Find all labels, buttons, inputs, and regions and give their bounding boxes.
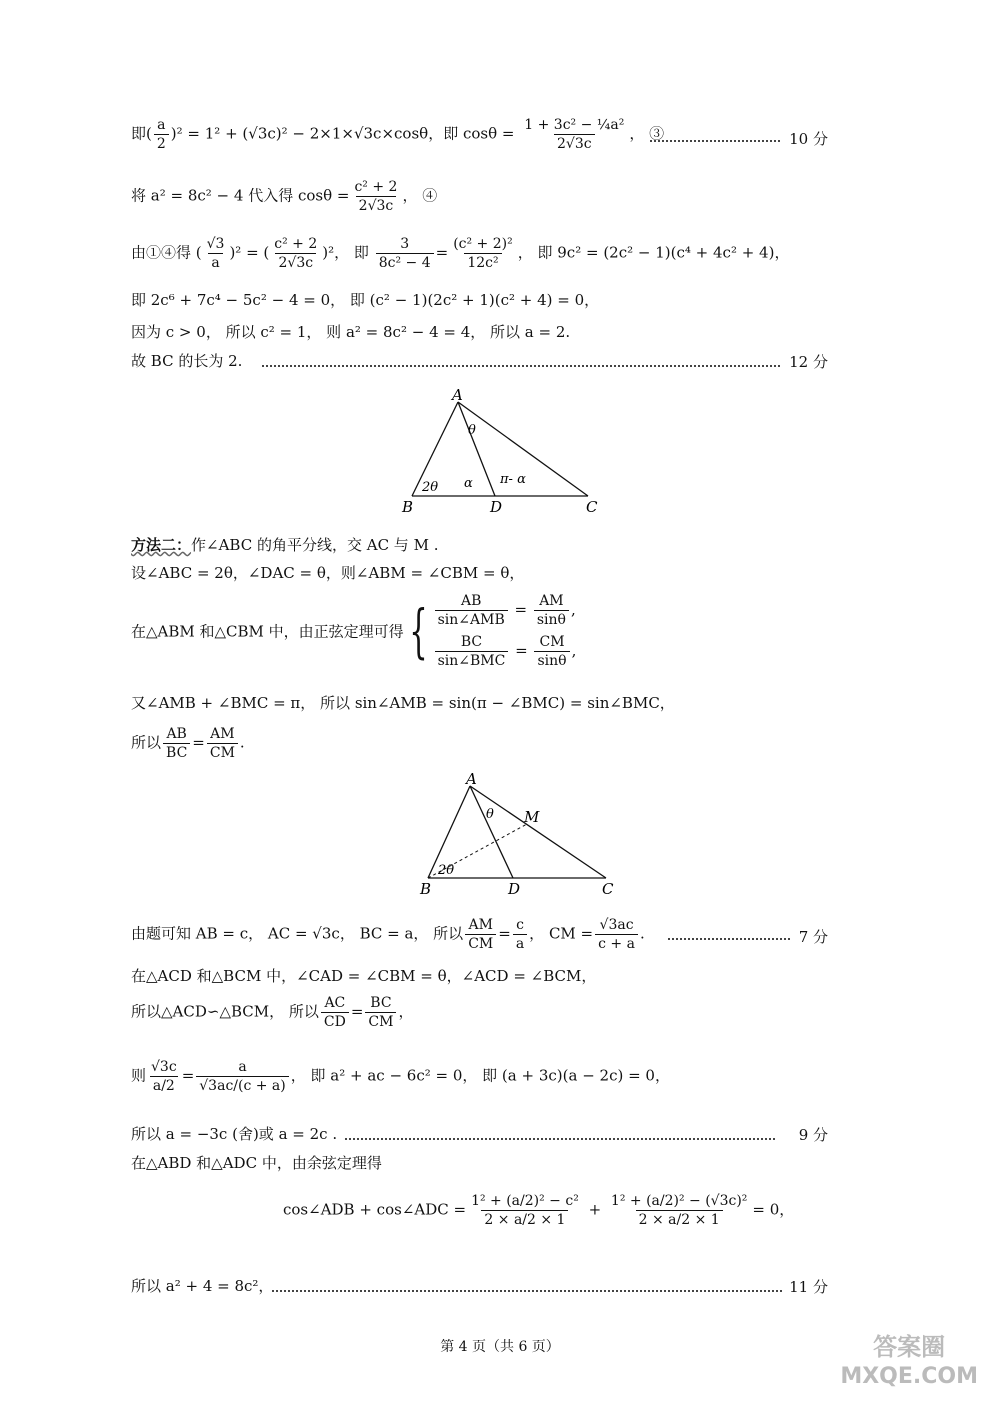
fraction: $\frac{BC}{\text{sin∠BMC}}$ — [435, 633, 509, 670]
theta-label: θ — [486, 807, 494, 822]
score-leader — [650, 140, 780, 142]
score-label: 9 分 — [798, 1126, 828, 1144]
solution-line-3: 由①④得 ( $\frac{√3}{a}$ )² = ( $\frac{\text{c² + 2}}{2√3c}$ )²， 即 $\frac{3}{\text{8c² − 4}}$ = $\frac{\text{(c² + 2)²}}{\text{12c²}}$ ， 即 9c² = (2c² − 1)(c⁴ + 4c² + 4)， — [131, 236, 790, 271]
score-label: 10 分 — [789, 130, 828, 148]
method-2-line-3: 在△ABM 和△CBM 中，由正弦定理可得{ $\frac{AB}{\text{sin∠AMB}}$ = $\frac{AM}{\sin\theta}$ , $\frac{BC}{\text{sin∠BMC}}$ = $\frac{CM}{\sin\theta}$ , — [131, 593, 577, 669]
method-2-line-6: 由题可知 AB = c， AC = √3c， BC = a， 所以 $\frac{AM}{CM}$ = $\frac{c}{a}$ ， CM = $\frac{√3ac}{c + a}$ . — [131, 917, 645, 952]
page-footer: 第 4 页（共 6 页） — [440, 1339, 560, 1355]
fraction: $\frac{AM}{\sin\theta}$ — [534, 592, 569, 629]
fraction: $\frac{√3ac}{c + a}$ — [595, 916, 638, 953]
fraction: $\frac{\text{c² + 2}}{2√3c}$ — [274, 236, 318, 271]
method-2-line-7: 在△ACD 和△BCM 中，∠CAD = ∠CBM = θ，∠ACD = ∠BCM， — [131, 967, 597, 985]
solution-line-1: 即( $\frac{a}{2}$ )² = 1² + (√3c)² − 2×1×√3c×cosθ，即 cosθ = $\frac{\text{1 + 3c² − ¼a²}}{2√3c}$ ， ③ — [131, 117, 665, 152]
solution-line-4: 即 2c⁶ + 7c⁴ − 5c² − 4 = 0， 即 (c² − 1)(2c² + 1)(c² + 4) = 0， — [131, 291, 600, 309]
fraction: $\frac{\text{(c² + 2)²}}{\text{12c²}}$ — [453, 236, 513, 271]
fraction: $\frac{BC}{CM}$ — [365, 994, 396, 1031]
vertex-d-label: D — [508, 880, 521, 898]
vertex-c-label: C — [586, 498, 598, 516]
fraction: $\frac{√3c}{a/2}$ — [151, 1059, 177, 1094]
method-2-heading: 方法二： — [131, 536, 192, 554]
score-leader — [262, 365, 780, 367]
fraction: $\frac{c}{a}$ — [513, 916, 527, 953]
equation-system: $\frac{AB}{\text{sin∠AMB}}$ = $\frac{AM}{\sin\theta}$ , $\frac{BC}{\text{sin∠BMC}}$ = $\frac{CM}{\sin\theta}$ , — [433, 592, 577, 670]
fraction: $\frac{AB}{BC}$ — [163, 725, 190, 762]
triangle-figure-2 — [410, 772, 630, 902]
vertex-a-label: A — [452, 388, 463, 404]
fraction: $\frac{\text{1² + (a/2)² − c²}}{2 \times a/2 \times 1}$ — [471, 1193, 579, 1228]
method-2-line-1: 方法二：作∠ABC 的角平分线，交 AC 与 M . — [131, 536, 439, 554]
vertex-c-label: C — [602, 880, 614, 898]
fraction: $\frac{√3}{a}$ — [206, 236, 225, 271]
vertex-b-label: B — [420, 880, 432, 898]
pi-minus-alpha-label: π- α — [500, 472, 526, 487]
fraction: $\frac{AM}{CM}$ — [207, 725, 238, 762]
brace-symbol: { — [408, 597, 428, 665]
fraction: $\frac{3}{\text{8c² − 4}}$ — [376, 235, 434, 272]
method-2-line-4: 又∠AMB + ∠BMC = π， 所以 sin∠AMB = sin(π − ∠BMC) = sin∠BMC， — [131, 694, 675, 712]
theta-label: θ — [468, 423, 476, 438]
solution-line-5: 因为 c > 0， 所以 c² = 1， 则 a² = 8c² − 4 = 4， 所以 a = 2. — [131, 323, 571, 341]
fraction: $\frac{\text{1² + (a/2)² − (√3c)²}}{2 \times a/2 \times 1}$ — [610, 1193, 748, 1228]
method-2-line-11: 在△ABD 和△ADC 中，由余弦定理得 — [131, 1154, 382, 1172]
fraction: $\frac{a}{√3ac/(c + a)}$ — [196, 1058, 288, 1095]
triangle-figure-1 — [390, 388, 610, 520]
fraction: $\frac{a}{2}$ — [154, 116, 169, 153]
fraction: $\frac{AB}{\text{sin∠AMB}}$ — [435, 592, 508, 629]
method-2-line-2: 设∠ABC = 2θ，∠DAC = θ，则∠ABM = ∠CBM = θ， — [131, 564, 525, 582]
score-leader — [345, 1138, 775, 1140]
fraction: $\frac{\text{c² + 2}}{2√3c}$ — [354, 179, 398, 214]
method-2-line-8: 所以△ACD∽△BCM， 所以 $\frac{AC}{CD}$ = $\frac{BC}{CM}$ ， — [131, 995, 414, 1030]
solution-line-6: 故 BC 的长为 2. — [131, 352, 243, 370]
method-2-line-10: 所以 a = −3c (舍)或 a = 2c . — [131, 1125, 338, 1143]
vertex-m-label: M — [524, 808, 540, 826]
solution-line-2: 将 a² = 8c² − 4 代入得 cosθ = $\frac{\text{c² + 2}}{2√3c}$ ， ④ — [131, 179, 438, 214]
score-label: 11 分 — [789, 1278, 828, 1296]
score-leader — [272, 1290, 782, 1292]
score-label: 12 分 — [789, 353, 828, 371]
method-2-line-12: 所以 a² + 4 = 8c²， — [131, 1277, 274, 1295]
vertex-a-label: A — [466, 772, 477, 788]
fraction: $\frac{AC}{CD}$ — [321, 994, 349, 1031]
vertex-d-label: D — [490, 498, 503, 516]
fraction: $\frac{CM}{\sin\theta}$ — [534, 633, 569, 670]
fraction: $\frac{\text{1 + 3c² − ¼a²}}{2√3c}$ — [524, 117, 625, 152]
score-label: 7 分 — [798, 928, 828, 946]
fraction: $\frac{AM}{CM}$ — [465, 916, 496, 953]
score-leader — [668, 938, 790, 940]
method-2-line-5: 所以 $\frac{AB}{BC}$ = $\frac{AM}{CM}$ . — [131, 726, 245, 761]
two-theta-label: 2θ — [438, 863, 455, 878]
two-theta-label: 2θ — [422, 480, 439, 495]
alpha-label: α — [464, 476, 473, 491]
method-2-line-9: 则 $\frac{√3c}{a/2}$ = $\frac{a}{√3ac/(c + a)}$ ， 即 a² + ac − 6c² = 0， 即 (a + 3c)(a − 2c) = 0， — [131, 1059, 670, 1094]
watermark-logo: 答案圈 MXQE.COM — [840, 1333, 978, 1389]
cosine-equation: cos∠ADB + cos∠ADC = $\frac{\text{1² + (a/2)² − c²}}{2 \times a/2 \times 1}$ + $\frac{\text{1² + (a/2)² − (√3c)²}}{2 \times a/2 \times 1}$ = 0， — [283, 1193, 795, 1228]
vertex-b-label: B — [402, 498, 414, 516]
